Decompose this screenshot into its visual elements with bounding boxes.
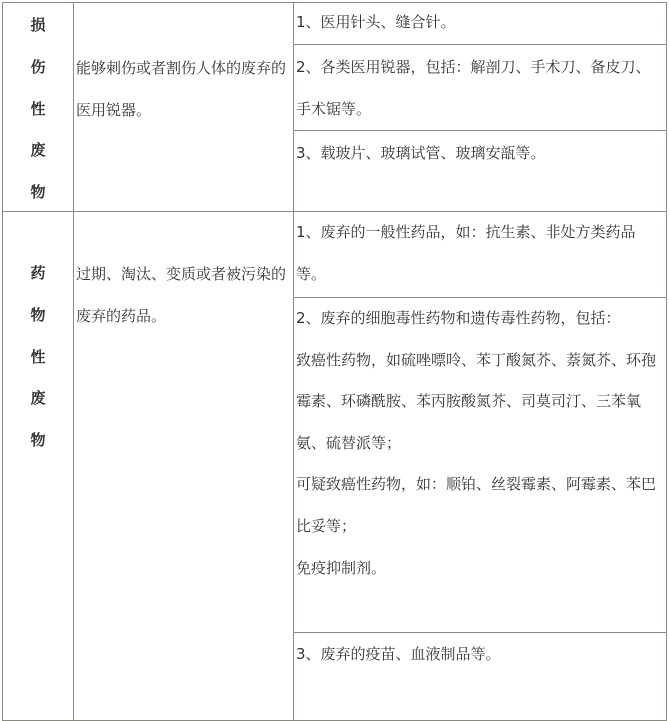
item-text-block <box>296 298 664 589</box>
item-cell <box>293 297 667 633</box>
category-char: 物 <box>30 305 46 324</box>
description-text: 过期、淘汰、变质或者被污染的废弃的药品。 <box>76 265 287 325</box>
item-text: 1、医用针头、缝合针。 <box>296 13 456 31</box>
description-text: 能够刺伤或者割伤人体的废弃的医用锐器。 <box>76 59 287 119</box>
item-line: 免疫抑制剂。 <box>296 558 387 577</box>
item-cell <box>293 130 667 212</box>
category-char: 废 <box>30 141 46 160</box>
category-char: 物 <box>30 431 46 450</box>
category-char: 药 <box>30 264 46 282</box>
item-text: 3、废弃的疫苗、血液制品等。 <box>296 645 501 663</box>
item-cell <box>293 211 667 298</box>
item-text: 1、废弃的一般性药品，如：抗生素、非处方类药品等。 <box>296 223 636 283</box>
category-char: 废 <box>30 389 46 408</box>
item-cell <box>293 632 667 721</box>
item-text: 3、载玻片、玻璃试管、玻璃安瓿等。 <box>296 144 546 162</box>
category-label <box>3 253 73 462</box>
item-cell <box>293 2 667 45</box>
description-cell <box>73 211 294 721</box>
category-char: 物 <box>30 183 46 202</box>
item-line: 致癌性药物，如硫唑嘌呤、苯丁酸氮芥、萘氮芥、环孢霉素、环磷酰胺、苯丙胺酸氮芥、司莫司汀、三苯氧氨、硫替派等； <box>296 350 657 452</box>
category-cell-sharps <box>2 2 74 212</box>
category-char: 伤 <box>30 57 46 76</box>
item-cell <box>293 44 667 131</box>
description-cell <box>73 2 294 212</box>
item-line: 可疑致癌性药物，如：顺铂、丝裂霉素、阿霉素、苯巴比妥等； <box>296 475 657 535</box>
item-text: 2、各类医用锐器，包括：解剖刀、手术刀、备皮刀、手术锯等。 <box>296 58 651 118</box>
item-line: 2、废弃的细胞毒性药物和遗传毒性药物，包括： <box>296 309 621 327</box>
category-char: 性 <box>30 99 46 118</box>
category-cell-pharmaceutical <box>2 211 74 721</box>
category-label <box>3 5 73 214</box>
category-char: 性 <box>30 347 46 366</box>
category-char: 损 <box>30 16 46 34</box>
